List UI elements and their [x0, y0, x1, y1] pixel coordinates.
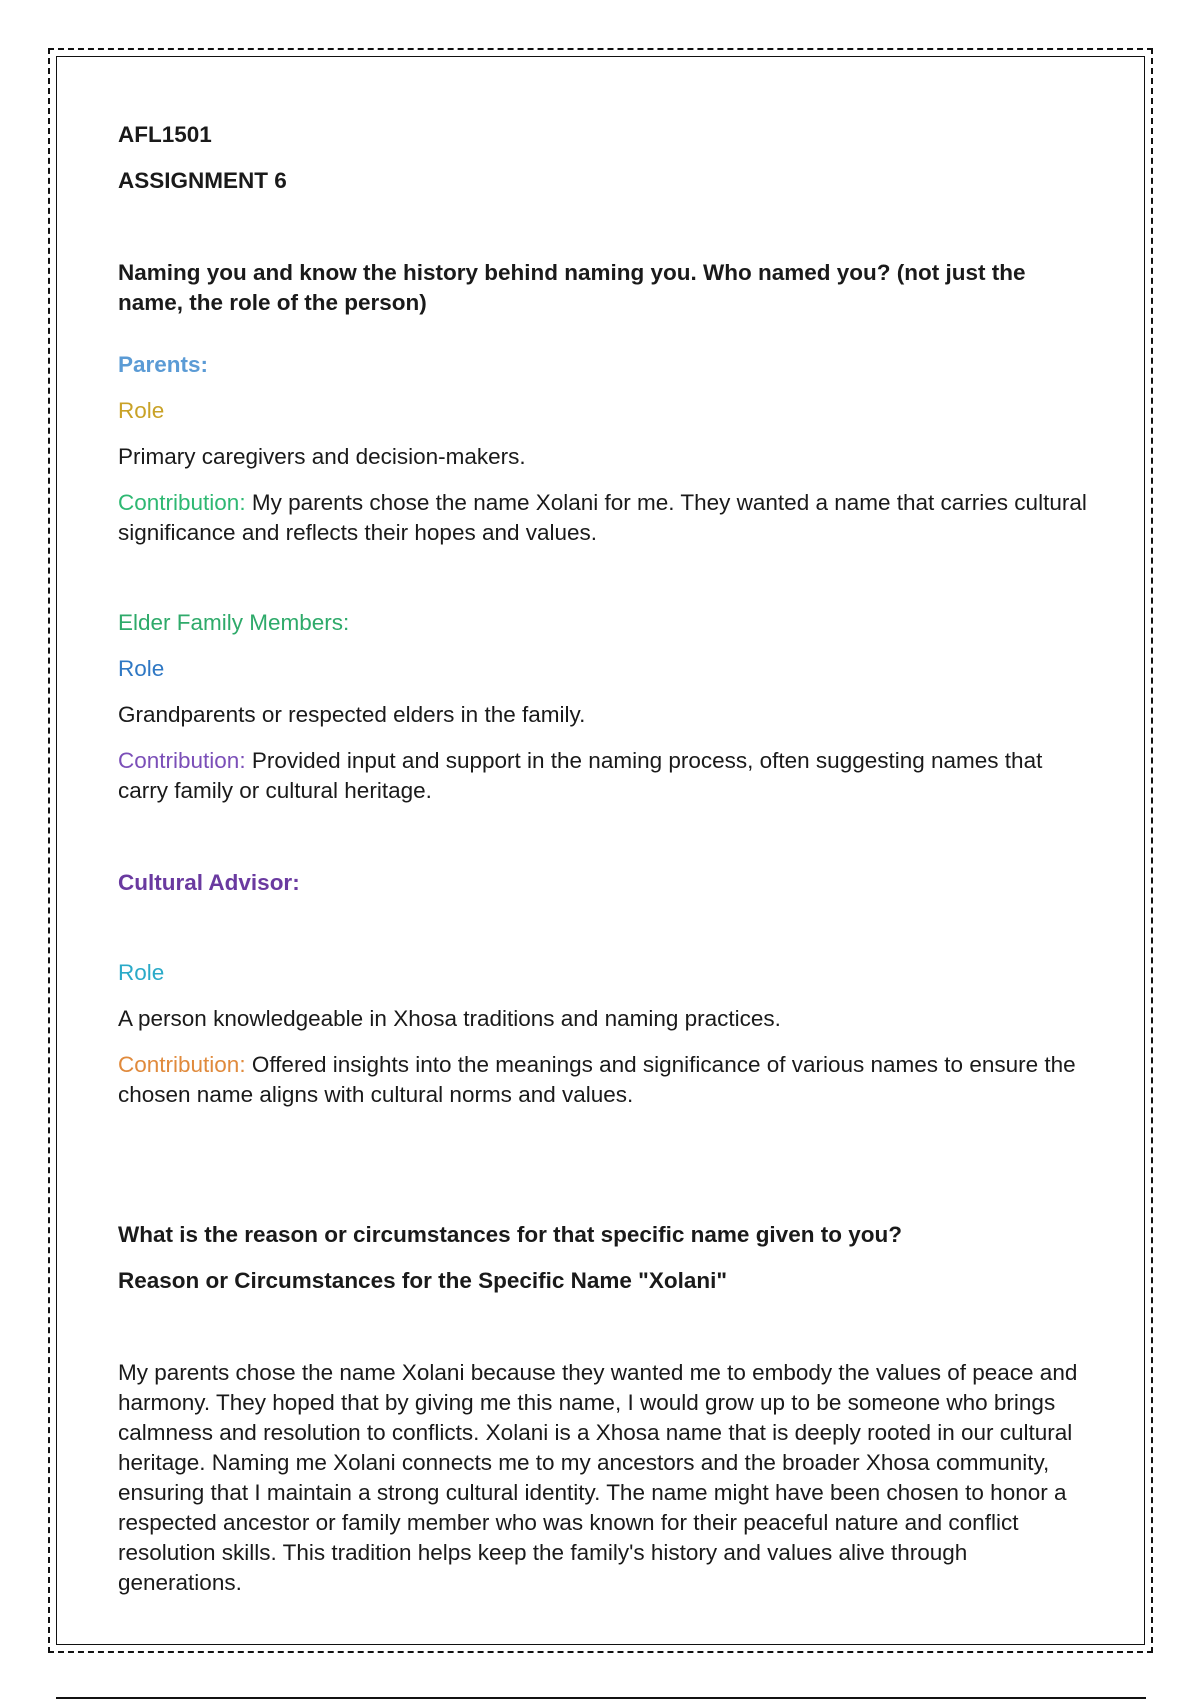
- question-1: Naming you and know the history behind naming you. Who named you? (not just the name, the role of the person): [118, 260, 1026, 315]
- role-text-elders: Grandparents or respected elders in the family.: [118, 702, 586, 727]
- assignment-title: ASSIGNMENT 6: [118, 168, 287, 193]
- role-label-parents: Role: [118, 398, 165, 423]
- contribution-text-advisor: Offered insights into the meanings and significance of various names to ensure the chosen name aligns with cultural norms and values.: [118, 1052, 1076, 1107]
- section-heading-parents: Parents:: [118, 352, 209, 377]
- role-label-elders: Role: [118, 656, 165, 681]
- subheading-2: Reason or Circumstances for the Specific Name "Xolani": [118, 1268, 728, 1293]
- role-text-parents: Primary caregivers and decision-makers.: [118, 444, 526, 469]
- contribution-parents: [118, 488, 1093, 548]
- role-label-advisor: Role: [118, 960, 165, 985]
- question-2: What is the reason or circumstances for that specific name given to you?: [118, 1222, 902, 1247]
- course-code: AFL1501: [118, 122, 212, 147]
- section-heading-elders: Elder Family Members:: [118, 610, 350, 635]
- role-text-advisor: A person knowledgeable in Xhosa traditions and naming practices.: [118, 1006, 781, 1031]
- contribution-elders: [118, 746, 1093, 806]
- reason-paragraph: My parents chose the name Xolani because they wanted me to embody the values of peace and harmony. They hoped that by giving me this name, I would grow up to be someone who brings calmness and resolution to conflicts. Xolani is a Xhosa name that is deeply rooted in our cultural heritage. Naming me Xolani connects me to my ancestors and the broader Xhosa community, ensuring that I maintain a strong cultural identity. The name might have been chosen to honor a respected ancestor or family member who was known for their peaceful nature and conflict resolution skills. This tradition helps keep the family's history and values alive through generations.: [118, 1360, 1078, 1595]
- contribution-advisor: [118, 1050, 1093, 1110]
- contribution-label-elders: Contribution:: [118, 748, 246, 773]
- contribution-label-parents: Contribution:: [118, 490, 246, 515]
- section-heading-advisor: Cultural Advisor:: [118, 870, 300, 895]
- contribution-text-elders: Provided input and support in the naming process, often suggesting names that carry family or cultural heritage.: [118, 748, 1043, 803]
- page-break-rule: [56, 1697, 1146, 1699]
- contribution-label-advisor: Contribution:: [118, 1052, 246, 1077]
- contribution-text-parents: My parents chose the name Xolani for me. They wanted a name that carries cultural significance and reflects their hopes and values.: [118, 490, 1087, 545]
